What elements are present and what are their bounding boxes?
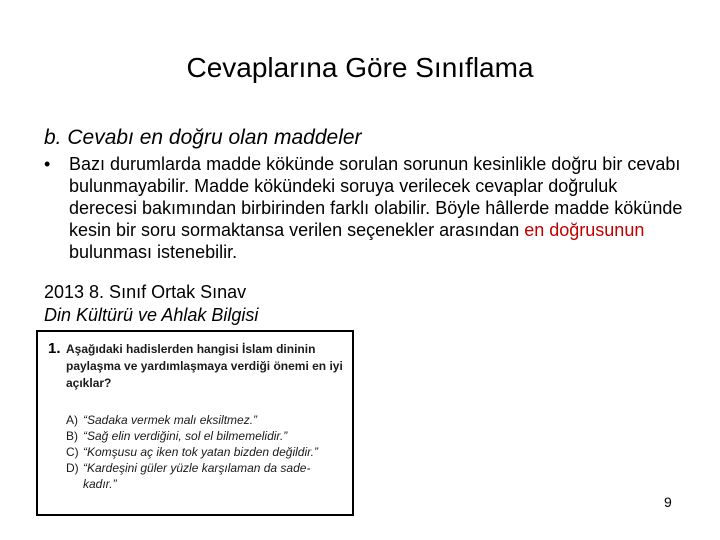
option-text: “Komşusu aç iken tok yatan bizden değildir.”	[83, 445, 319, 459]
option-letter: B)	[66, 429, 78, 443]
option-b	[66, 428, 352, 444]
bullet-marker: •	[44, 154, 51, 174]
bullet-text	[69, 153, 684, 263]
bullet-text-after: bulunması istenebilir.	[69, 242, 238, 262]
option-a	[66, 412, 352, 428]
option-letter: C)	[66, 445, 79, 459]
option-text-continuation: kadır.”	[83, 477, 117, 491]
question-options	[66, 412, 352, 492]
bullet-item	[44, 153, 684, 263]
question-image-box	[36, 330, 354, 516]
bullet-highlight: en doğrusunun	[524, 220, 645, 240]
question-number: 1.	[48, 340, 61, 357]
option-text: “Sadaka vermek malı eksiltmez.”	[83, 413, 258, 427]
bullet-text-before: Bazı durumlarda madde kökünde sorulan sorunun kesinlikle doğru bir cevabı bulunmayabilir. Madde kökündeki soruya verilecek cevaplar doğruluk derecesi bakımından birbirinden farklı olabilir. Böyle hâllerde madde kökünde kesin bir soru sormaktansa verilen seçenekler arasından	[69, 154, 683, 240]
page-number: 9	[664, 494, 672, 510]
option-letter: A)	[66, 413, 78, 427]
source-exam-name: 2013 8. Sınıf Ortak Sınav	[44, 282, 247, 302]
source-subject-name: Din Kültürü ve Ahlak Bilgisi	[44, 305, 259, 325]
option-c	[66, 444, 352, 460]
option-text: “Sağ elin verdiğini, sol el bilmemelidir.”	[83, 429, 288, 443]
slide-title: Cevaplarına Göre Sınıflama	[186, 52, 534, 83]
section-subheading: b. Cevabı en doğru olan maddeler	[44, 126, 362, 149]
option-text: “Kardeşini güler yüzle karşılaman da sade-	[83, 461, 311, 475]
option-letter: D)	[66, 461, 79, 475]
question-stem: Aşağıdaki hadislerden hangisi İslam dininin paylaşma ve yardımlaşmaya verdiği önemi en iyi açıklar?	[66, 342, 343, 390]
option-d	[66, 460, 352, 492]
